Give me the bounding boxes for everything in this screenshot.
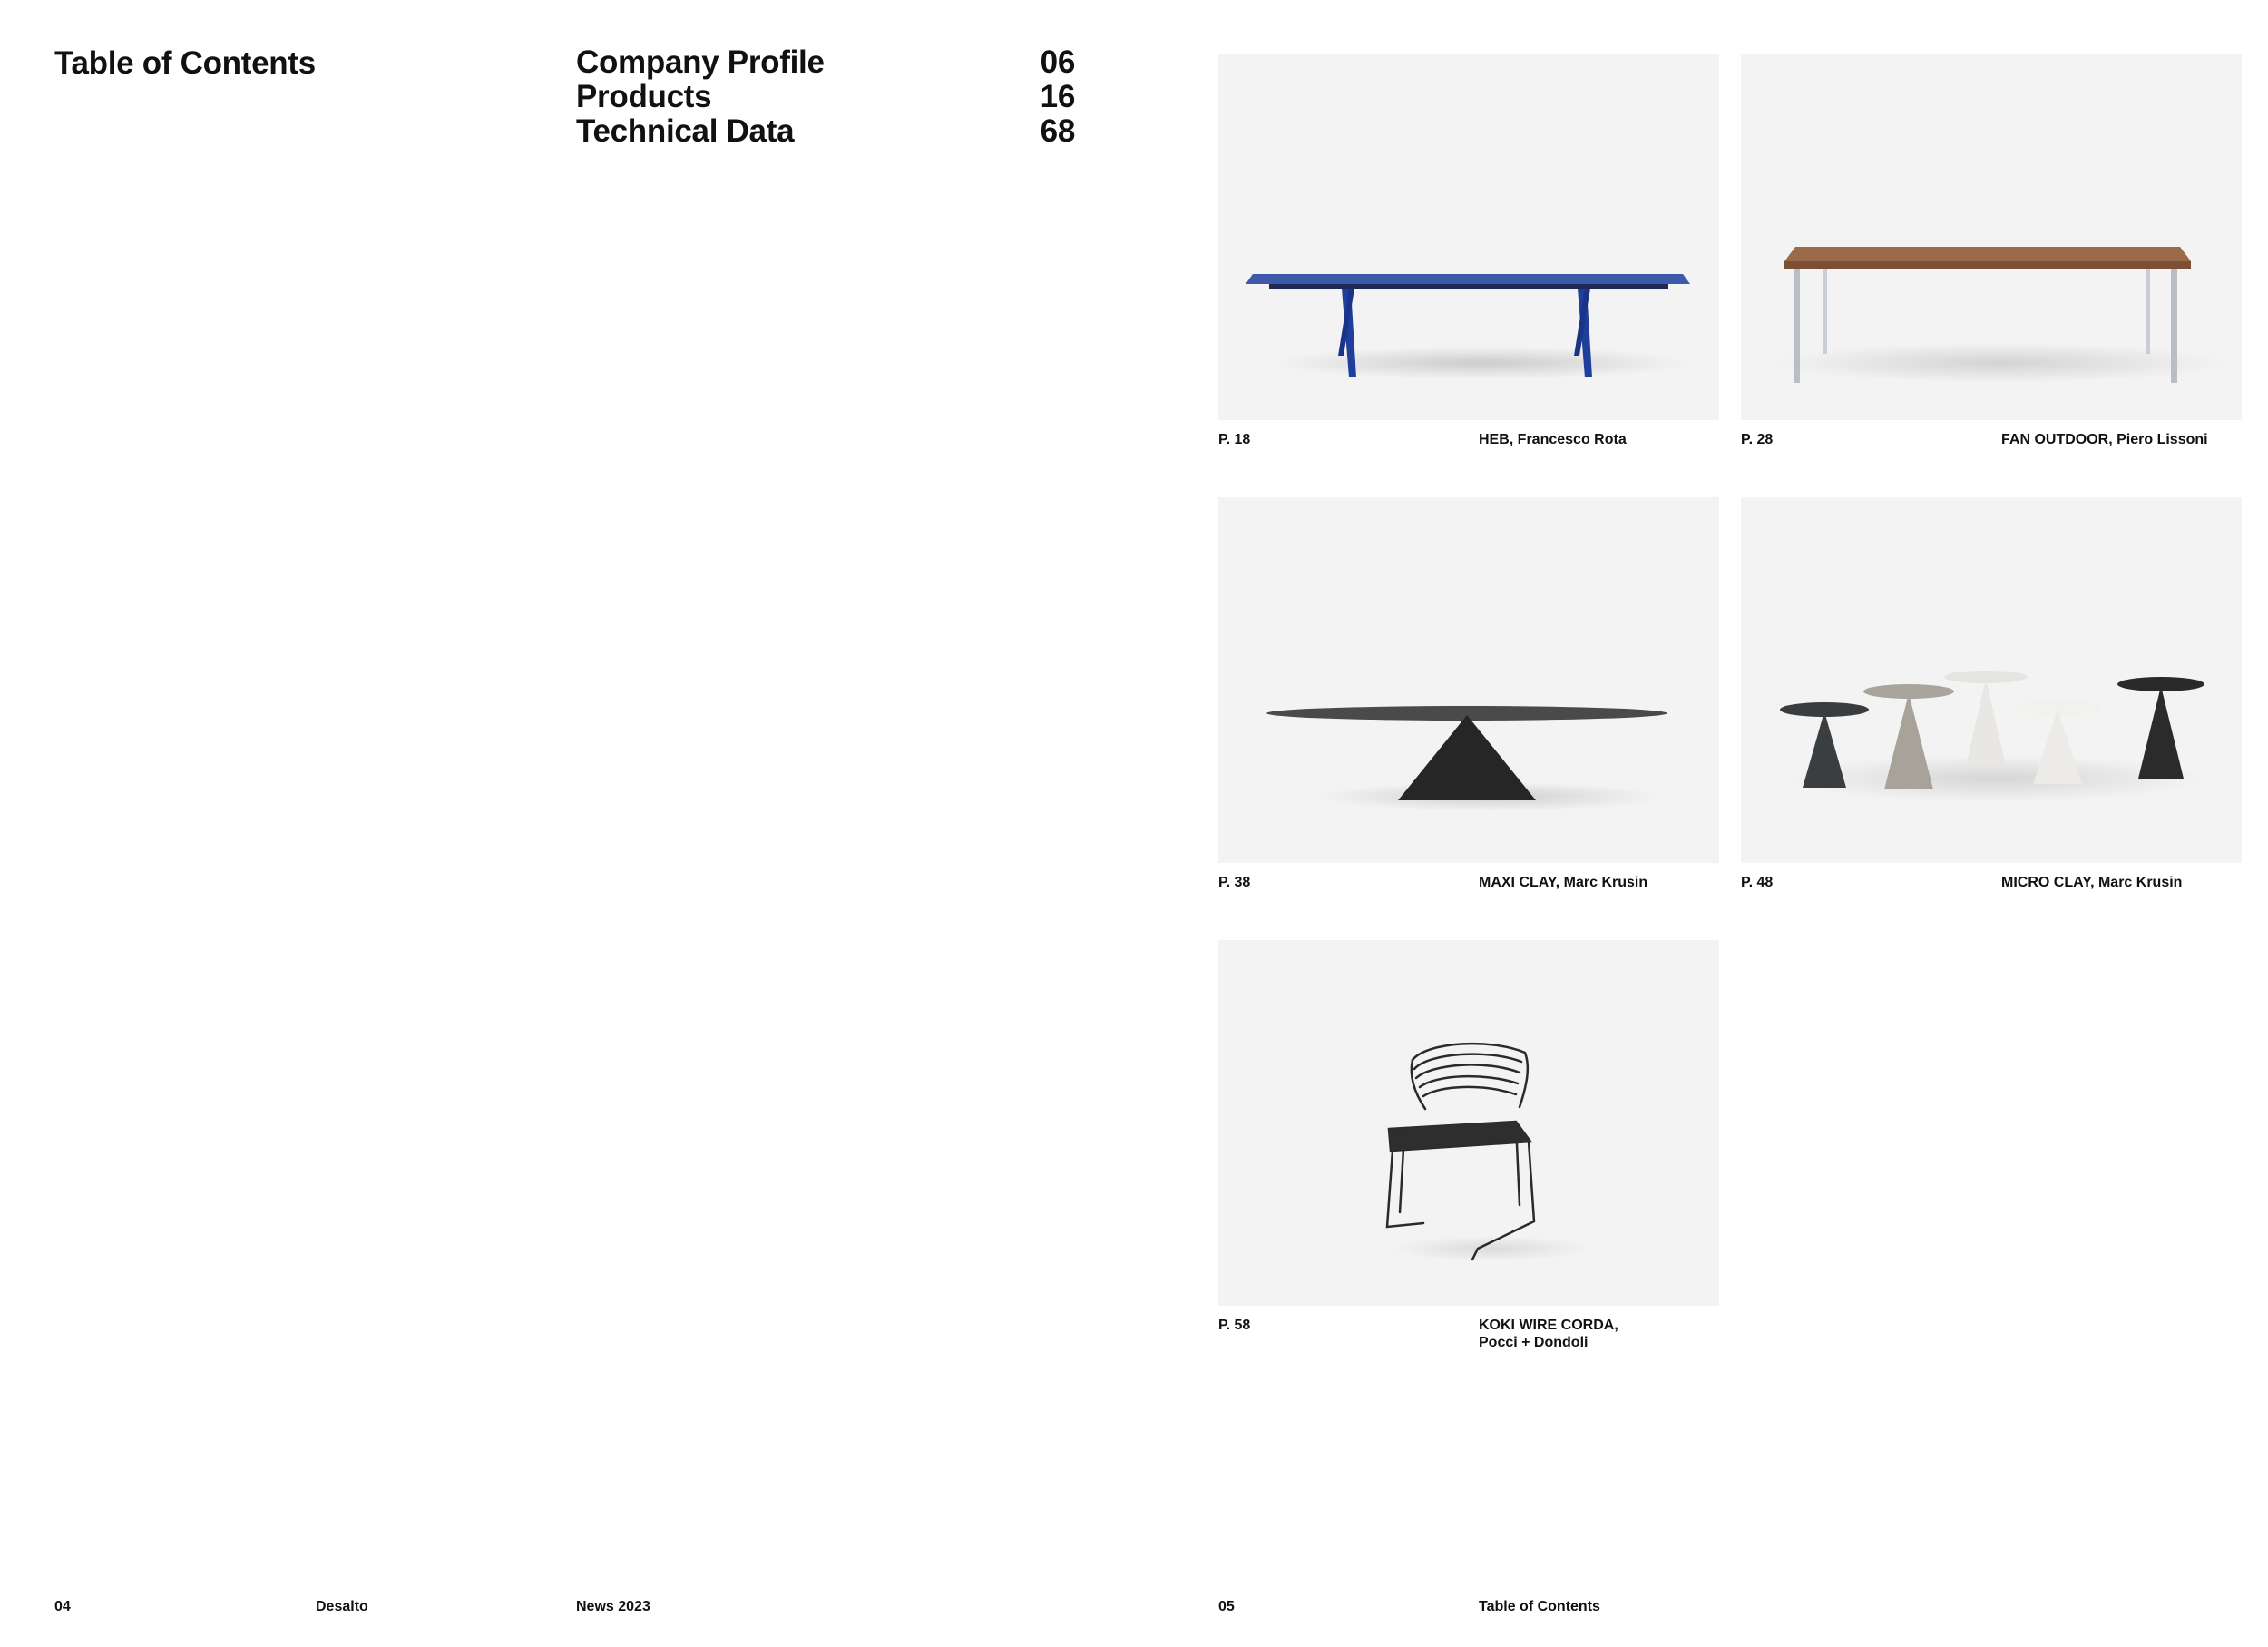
product-caption [1218, 1317, 1719, 1362]
product-page-ref: P. 58 [1218, 1318, 1251, 1333]
product-caption [1218, 431, 1719, 476]
product-photo-wire-chair [1218, 940, 1719, 1306]
left-page-number: 04 [54, 1599, 71, 1614]
product-page-ref: P. 48 [1741, 875, 1774, 890]
product-card[interactable] [1741, 54, 2242, 476]
product-photo-cone-side-tables [1741, 497, 2242, 863]
product-card[interactable] [1218, 940, 1719, 1362]
right-page-number: 05 [1218, 1599, 1235, 1614]
toc-entry[interactable] [576, 80, 1075, 114]
toc-list [576, 45, 1075, 149]
product-name: KOKI WIRE CORDA, Pocci + Dondoli [1479, 1318, 1618, 1350]
product-name: MICRO CLAY, Marc Krusin [2001, 875, 2183, 890]
product-card[interactable] [1741, 497, 2242, 919]
toc-entry-page: 16 [1040, 79, 1075, 114]
product-name: FAN OUTDOOR, Piero Lissoni [2001, 432, 2208, 447]
toc-entry-page: 68 [1040, 113, 1075, 149]
product-page-ref: P. 28 [1741, 432, 1774, 447]
product-caption [1218, 874, 1719, 919]
product-card[interactable] [1218, 497, 1719, 919]
page-title: Table of Contents [54, 45, 316, 81]
toc-entry-page: 06 [1040, 44, 1075, 80]
toc-entry[interactable] [576, 45, 1075, 80]
footer-section: Table of Contents [1479, 1599, 1600, 1614]
product-caption [1741, 431, 2242, 476]
toc-entry-label: Technical Data [576, 113, 795, 149]
product-caption [1741, 874, 2242, 919]
product-card[interactable] [1218, 54, 1719, 476]
footer-brand: Desalto [316, 1599, 368, 1614]
footer-edition: News 2023 [576, 1599, 650, 1614]
product-photo-blue-table [1218, 54, 1719, 420]
toc-entry[interactable] [576, 114, 1075, 149]
product-page-ref: P. 18 [1218, 432, 1251, 447]
product-name: MAXI CLAY, Marc Krusin [1479, 875, 1648, 890]
toc-entry-label: Company Profile [576, 44, 825, 80]
product-page-ref: P. 38 [1218, 875, 1251, 890]
product-photo-wood-table [1741, 54, 2242, 420]
product-name: HEB, Francesco Rota [1479, 432, 1627, 447]
product-photo-cone-table [1218, 497, 1719, 863]
toc-entry-label: Products [576, 79, 712, 114]
